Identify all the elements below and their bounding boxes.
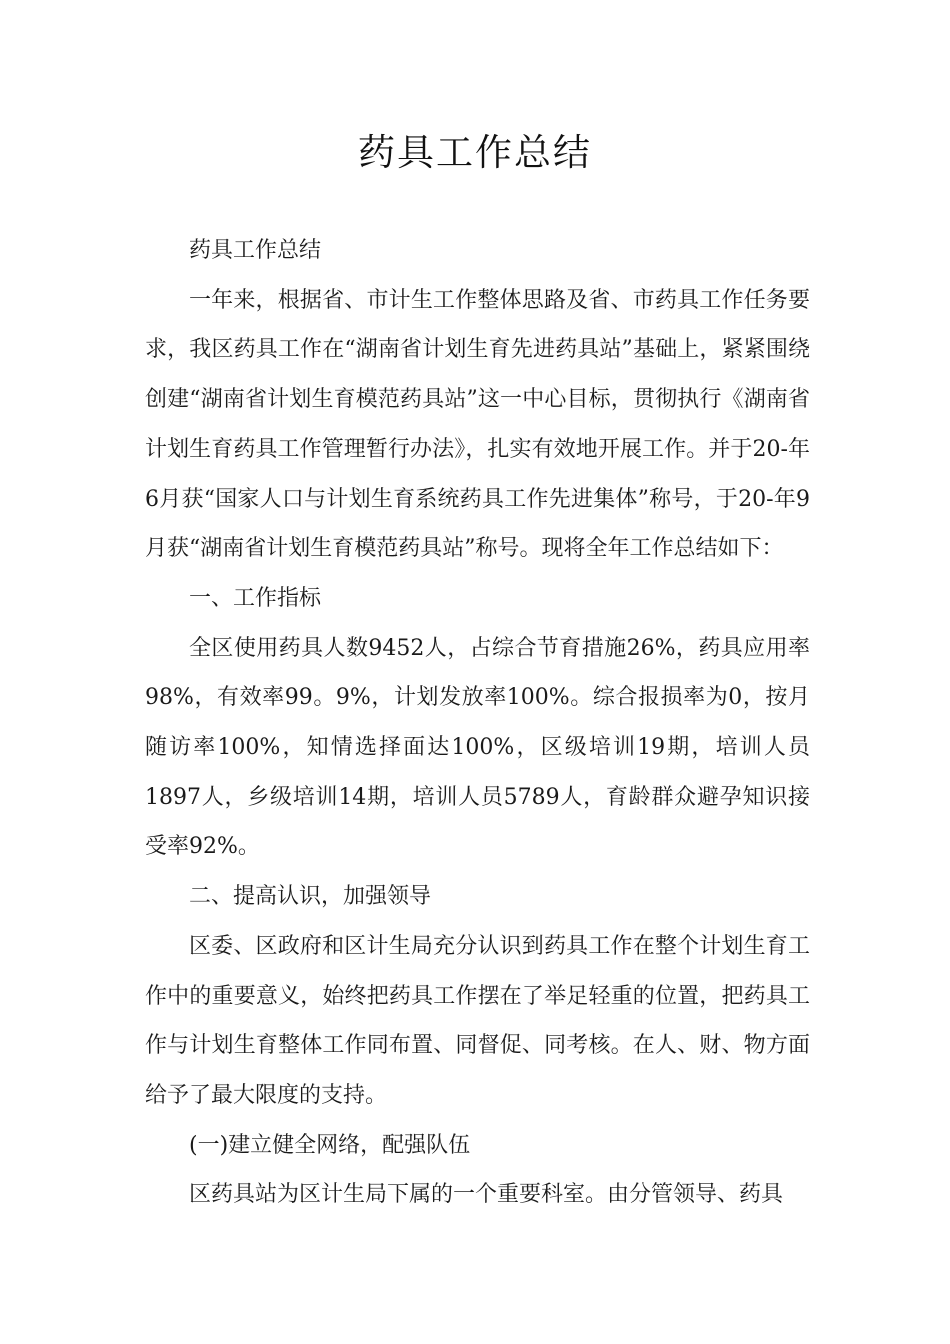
subsection-heading-network: (一)建立健全网络，配强队伍 [189,1132,471,1158]
indicators-paragraph: 全区使用药具人数9452人，占综合节育措施26%，药具应用率98%，有效率99。9%，计划发放率100%。综合报损率为0，按月随访率100%，知情选择面达100%，区级培训19期，培训人员1897人，乡级培训14期，培训人员5789人，育龄群众避孕知识接受率92%。 [145,635,810,860]
network-paragraph: 区药具站为区计生局下属的一个重要科室。由分管领导、药具 [189,1182,784,1208]
document-body [145,226,810,1220]
leadership-paragraph: 区委、区政府和区计生局充分认识到药具工作在整个计划生育工作中的重要意义，始终把药具工作摆在了举足轻重的位置，把药具工作与计划生育整体工作同布置、同督促、同考核。在人、财、物方面给予了最大限度的支持。 [145,933,810,1108]
document-title: 药具工作总结 [358,131,592,174]
intro-paragraph: 一年来，根据省、市计生工作整体思路及省、市药具工作任务要求，我区药具工作在“湖南省计划生育先进药具站”基础上，紧紧围绕创建“湖南省计划生育模范药具站”这一中心目标，贯彻执行《湖南省计划生育药具工作管理暂行办法》，扎实有效地开展工作。并于20-年6月获“国家人口与计划生育系统药具工作先进集体”称号，于20-年9月获“湖南省计划生育模范药具站”称号。现将全年工作总结如下： [145,287,810,562]
section-heading-work-indicators: 一、工作指标 [189,585,322,611]
body-heading: 药具工作总结 [189,238,322,263]
section-heading-leadership: 二、提高认识，加强领导 [189,884,432,910]
